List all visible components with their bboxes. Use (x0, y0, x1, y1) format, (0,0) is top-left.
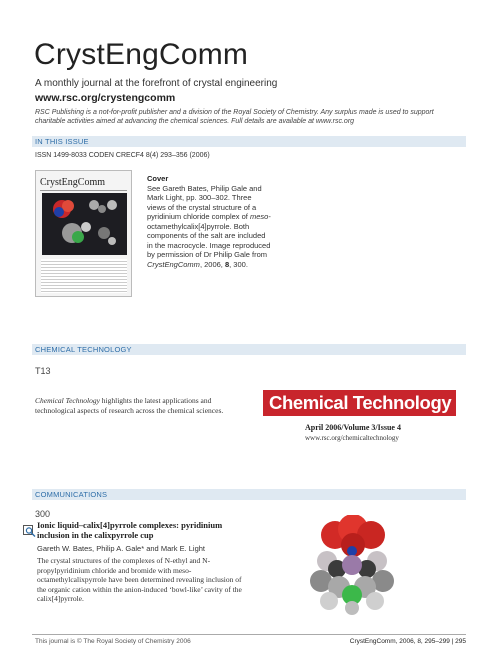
article-page-number: 300 (35, 509, 51, 519)
communications-band (32, 489, 466, 500)
journal-title: CrystEngComm (34, 38, 249, 71)
cover-image-title: CrystEngComm (40, 177, 106, 188)
cover-contents-lines (41, 259, 127, 293)
chem-tech-url[interactable]: www.rsc.org/chemicaltechnology (305, 434, 399, 442)
communications-label: COMMUNICATIONS (35, 490, 108, 499)
article-authors: Gareth W. Bates, Philip A. Gale* and Mark E. Light (37, 544, 205, 553)
issn-line: ISSN 1499-8033 CODEN CRECF4 8(4) 293–356 (2006) (35, 152, 210, 159)
cover-text-4: , 300. (229, 259, 248, 269)
cover-text-3: , 2006, (199, 259, 225, 269)
journal-subtitle: A monthly journal at the forefront of crystal engineering (35, 78, 278, 89)
chemical-technology-label: CHEMICAL TECHNOLOGY (35, 345, 132, 354)
in-this-issue-band (32, 136, 466, 147)
footer-citation: CrystEngComm, 2006, 8, 295–299 | 295 (349, 638, 466, 645)
article-title[interactable]: Ionic liquid–calix[4]pyrrole complexes: pyridinium inclusion in the calixpyrrole cup (37, 520, 223, 540)
cover-text-italic: meso (249, 212, 269, 221)
cover-text-journal: CrystEngComm (147, 259, 200, 269)
cover-image (35, 170, 132, 297)
cover-rule (40, 190, 127, 191)
publisher-note: RSC Publishing is a not-for-profit publisher and a division of the Royal Society of Chemistry. Any surplus made is used to support charitable activities aimed at advancing the chemical sciences. Full details are available at www.rsc.org (35, 109, 434, 125)
cover-heading: Cover (147, 174, 169, 183)
chem-tech-desc-text: highlights the latest applications and technological aspects of research across the chemical sciences. (35, 396, 224, 415)
chem-tech-description (35, 396, 245, 415)
footer-copyright: This journal is © The Royal Society of Chemistry 2006 (35, 638, 191, 645)
chem-tech-desc-italic: Chemical Technology (35, 396, 100, 405)
chemical-technology-logo-text: Chemical Technology (269, 392, 452, 413)
graphical-abstract-molecule (305, 515, 400, 615)
cover-text-2: -octamethylcalix[4]pyrrole. Both components of the salt are included in the macrocycle. Image reproduced by permission of Dr Philip Gale from (147, 212, 271, 259)
cover-text-volume: 8 (224, 259, 230, 269)
article-abstract: The crystal structures of the complexes of N-ethyl and N-propylpyridinium chloride and bromide with meso-octamethylcalixpyrrole have been determined revealing inclusion of the organic cation within the anion-induced ‘bowl-like’ cavity of the calix[4]pyrrole. (37, 556, 242, 603)
footer-rule (32, 634, 466, 635)
search-article-icon[interactable] (23, 524, 36, 536)
cover-description (147, 174, 272, 269)
chemical-technology-band (32, 344, 466, 355)
cover-text-1: See Gareth Bates, Philip Gale and Mark Light, pp. 300–302. Three views of the crystal structure of a pyridinium chloride complex of (147, 183, 262, 221)
chemical-technology-logo (263, 390, 456, 416)
chem-tech-issue: April 2006/Volume 3/Issue 4 (305, 423, 401, 432)
journal-url[interactable]: www.rsc.org/crystengcomm (35, 92, 176, 104)
in-this-issue-label: IN THIS ISSUE (35, 137, 89, 146)
chem-tech-page-number: T13 (35, 366, 51, 376)
cover-molecule-image (42, 193, 127, 255)
